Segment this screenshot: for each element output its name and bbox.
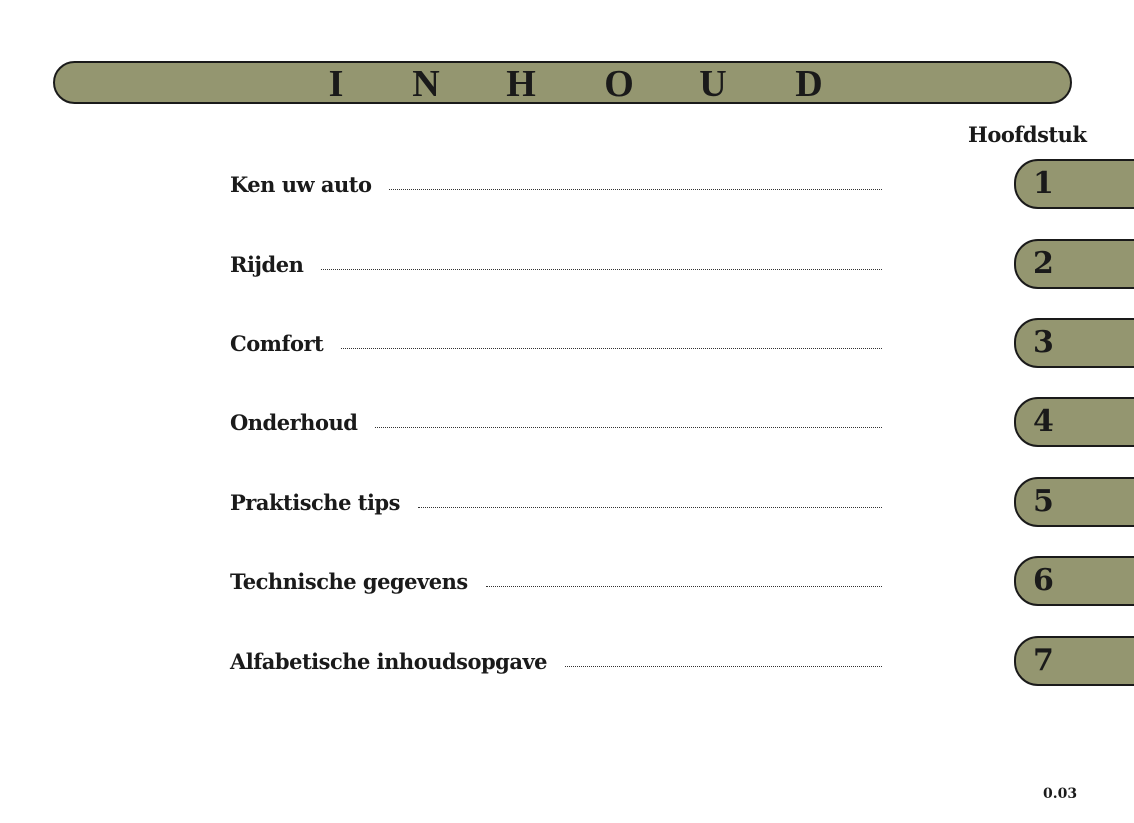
chapter-number: 3 <box>1033 325 1054 360</box>
toc-entry-rijden[interactable] <box>230 252 882 282</box>
chapter-heading: Hoofdstuk <box>968 122 1087 147</box>
title-banner <box>53 61 1072 104</box>
dot-leader <box>375 426 882 428</box>
title-letter: D <box>795 63 823 105</box>
toc-entry-label: Ken uw auto <box>230 172 372 197</box>
toc-entry-label: Comfort <box>230 331 324 356</box>
dot-leader <box>486 585 882 587</box>
chapter-number: 7 <box>1033 643 1054 678</box>
chapter-number: 1 <box>1033 166 1054 201</box>
toc-entry-label: Praktische tips <box>230 490 400 515</box>
chapter-number: 4 <box>1033 404 1054 439</box>
toc-entry-label: Alfabetische inhoudsopgave <box>230 649 548 674</box>
chapter-number: 2 <box>1033 246 1054 281</box>
toc-entry-onderhoud[interactable] <box>230 410 882 440</box>
chapter-tab-7[interactable] <box>1014 636 1134 686</box>
dot-leader <box>321 268 882 270</box>
toc-entry-praktische-tips[interactable] <box>230 490 882 520</box>
dot-leader <box>389 188 882 190</box>
toc-entry-label: Technische gegevens <box>230 569 468 594</box>
dot-leader <box>418 506 882 508</box>
title-letter: H <box>506 63 536 105</box>
dot-leader <box>565 665 882 667</box>
toc-entry-comfort[interactable] <box>230 331 882 361</box>
toc-entry-label: Onderhoud <box>230 410 358 435</box>
title-letter: I <box>328 63 344 105</box>
chapter-tab-2[interactable] <box>1014 239 1134 289</box>
title-letter: U <box>699 63 727 105</box>
chapter-number: 6 <box>1033 563 1054 598</box>
chapter-tab-3[interactable] <box>1014 318 1134 368</box>
page-number: 0.03 <box>1043 786 1078 802</box>
toc-entry-label: Rijden <box>230 252 304 277</box>
chapter-tab-6[interactable] <box>1014 556 1134 606</box>
toc-entry-alfabetische-inhoudsopgave[interactable] <box>230 649 882 679</box>
title-letter: N <box>412 63 440 105</box>
toc-entry-technische-gegevens[interactable] <box>230 569 882 599</box>
toc-entry-ken-uw-auto[interactable] <box>230 172 882 202</box>
chapter-tab-4[interactable] <box>1014 397 1134 447</box>
title-letter: O <box>604 63 634 105</box>
chapter-tab-5[interactable] <box>1014 477 1134 527</box>
chapter-tab-1[interactable] <box>1014 159 1134 209</box>
chapter-number: 5 <box>1033 484 1054 519</box>
dot-leader <box>341 347 882 349</box>
